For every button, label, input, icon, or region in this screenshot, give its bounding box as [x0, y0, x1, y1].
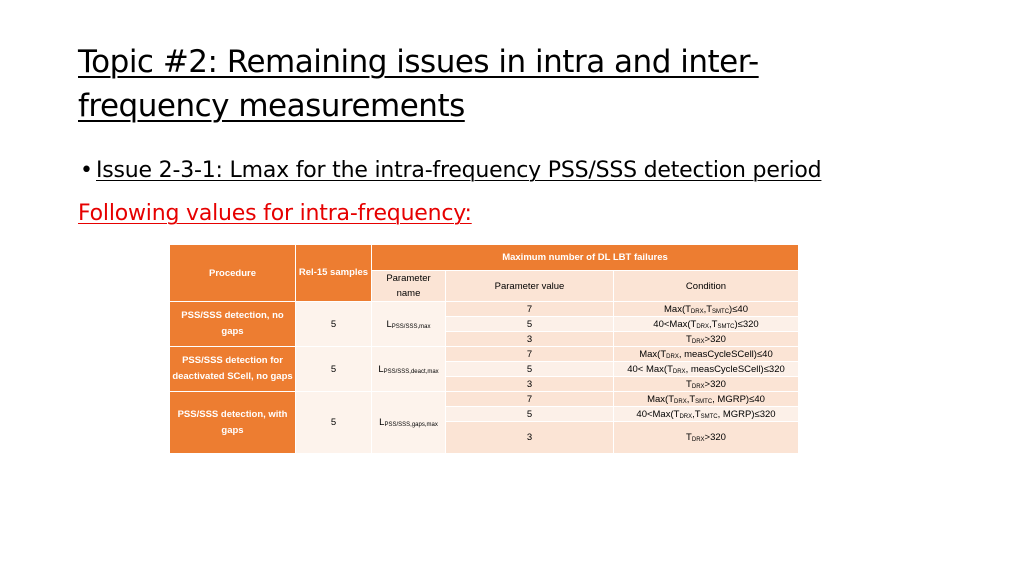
lbt-failures-table [169, 244, 799, 454]
samples-cell: 5 [296, 302, 372, 347]
condition-cell: $40< Max(T_{DRX}$, measCycleSCell)≤320 [614, 362, 799, 377]
header-condition: Condition [614, 271, 799, 302]
parameter-value-cell: 3 [446, 377, 614, 392]
parameter-value-cell: 5 [446, 317, 614, 332]
procedure-cell: PSS/SSS detection, with gaps [170, 392, 296, 454]
parameter-value-cell: 3 [446, 332, 614, 347]
condition-cell: $T_{DRX}>320$ [614, 422, 799, 454]
condition-cell: $Max(T_{DRX},T_{SMTC}$, MGRP)≤40 [614, 392, 799, 407]
bullet-item [80, 156, 821, 186]
slide-title-line-2: frequency measurements [78, 88, 465, 124]
parameter-value-cell: 7 [446, 392, 614, 407]
parameter-value-cell: 3 [446, 422, 614, 454]
procedure-cell: PSS/SSS detection for deactivated SCell, no gaps [170, 347, 296, 392]
condition-cell: $Max(T_{DRX},T_{SMTC})\le 40$ [614, 302, 799, 317]
condition-cell: $T_{DRX}>320$ [614, 332, 799, 347]
header-max-failures: Maximum number of DL LBT failures [372, 245, 799, 271]
condition-cell: $Max(T_{DRX}$, measCycleSCell)≤40 [614, 347, 799, 362]
slide-title [78, 40, 958, 128]
header-procedure: Procedure [170, 245, 296, 302]
table-row [170, 302, 799, 317]
header-rel15-samples: Rel-15 samples [296, 245, 372, 302]
procedure-cell: PSS/SSS detection, no gaps [170, 302, 296, 347]
red-subtitle: Following values for intra-frequency: [78, 201, 472, 226]
bullet-icon: • [80, 158, 93, 183]
table-row [170, 392, 799, 407]
parameter-value-cell: 7 [446, 302, 614, 317]
parameter-name-cell: $L_{PSS/SSS,deact,max}$ [372, 347, 446, 392]
condition-cell: $40<Max(T_{DRX},T_{SMTC}$, MGRP)≤320 [614, 407, 799, 422]
parameter-name-cell: $L_{PSS/SSS,gaps,max}$ [372, 392, 446, 454]
samples-cell: 5 [296, 392, 372, 454]
parameter-name-cell: $L_{PSS/SSS,max}$ [372, 302, 446, 347]
parameter-value-cell: 5 [446, 362, 614, 377]
samples-cell: 5 [296, 347, 372, 392]
table-row [170, 347, 799, 362]
parameter-value-cell: 5 [446, 407, 614, 422]
header-parameter-name: Parameter name [372, 271, 446, 302]
header-parameter-value: Parameter value [446, 271, 614, 302]
bullet-text: Issue 2-3-1: Lmax for the intra-frequency PSS/SSS detection period [96, 158, 822, 183]
condition-cell: $40<Max(T_{DRX},T_{SMTC})\le 320$ [614, 317, 799, 332]
condition-cell: $T_{DRX}>320$ [614, 377, 799, 392]
parameter-value-cell: 7 [446, 347, 614, 362]
slide-title-line-1: Topic #2: Remaining issues in intra and inter- [78, 44, 759, 80]
